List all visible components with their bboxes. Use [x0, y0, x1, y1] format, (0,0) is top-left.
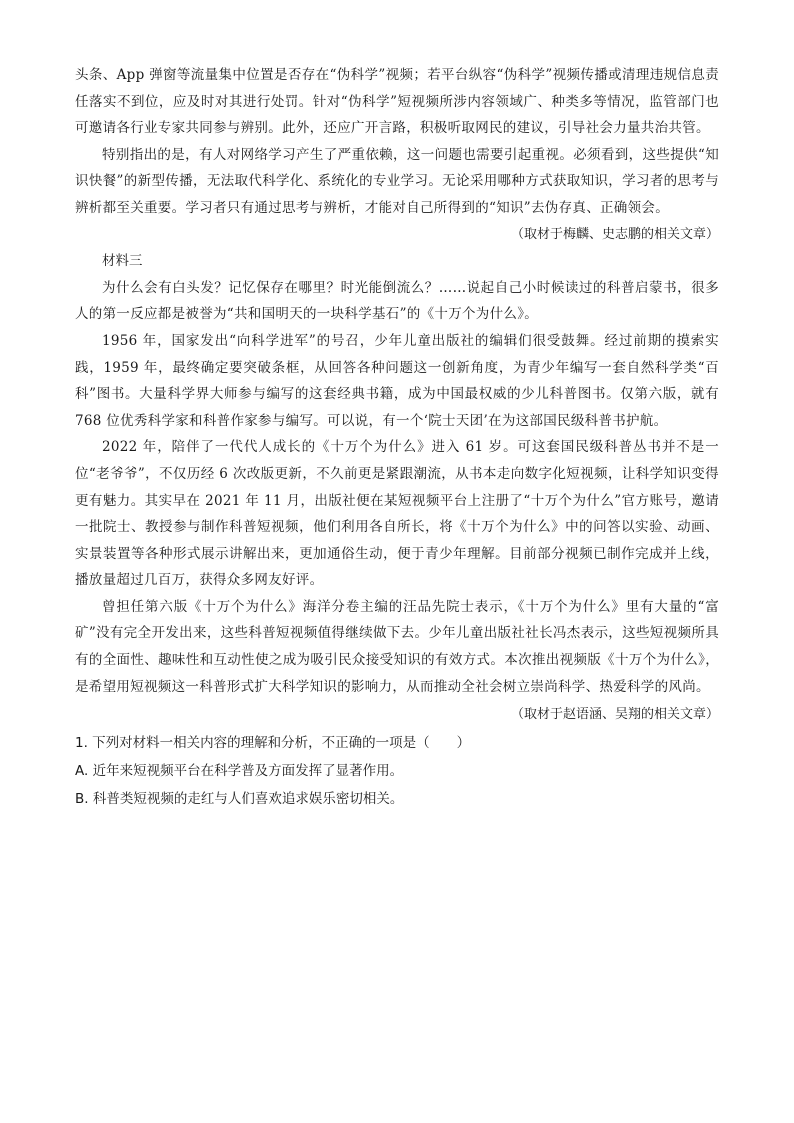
material3-paragraph-3: 2022 年，陪伴了一代代人成长的《十万个为什么》进入 61 岁。可这套国民级科普丛书并不是一位“老爷爷”，不仅历经 6 次改版更新，不久前更是紧跟潮流，从书本走向数字化短视频，让科学知识变得更有魅力。其实早在 2021 年 11 月，出版社便在某短视频平台上注册了“十万个为什么”官方账号，邀请一批院士、教授参与制作科普短视频，他们利用各自所长，将《十万个为什么》中的问答以实验、动画、实景装置等各种形式展示讲解出来，更加通俗生动，便于青少年理解。目前部分视频已制作完成并上线，播放量超过几百万，获得众多网友好评。: [75, 439, 719, 589]
material3-heading: 材料三: [102, 253, 143, 270]
material2-paragraph-continued: 头条、App 弹窗等流量集中位置是否存在“伪科学”视频；若平台纵容“伪科学”视频传播或清理违规信息责任落实不到位，应及时对其进行处罚。针对“伪科学”短视频所涉内容领域广、种类多等情况，监管部门也可邀请各行业专家共同参与辨别。此外，还应广开言路，积极听取网民的建议，引导社会力量共治共管。: [75, 67, 719, 137]
material2-source: （取材于梅麟、史志鹏的相关文章）: [510, 226, 719, 242]
question-1-option-b: B. 科普类短视频的走红与人们喜欢追求娱乐密切相关。: [75, 790, 404, 807]
material3-paragraph-2: 1956 年，国家发出“向科学进军”的号召，少年儿童出版社的编辑们很受鼓舞。经过前期的摸索实践，1959 年，最终确定要突破条框，从回答各种问题这一创新角度，为青少年编写一套自然科学类“百科”图书。大量科学界大师参与编写的这套经典书籍，成为中国最权威的少儿科普图书。仅第六版，就有 768 位优秀科学家和科普作家参与编写。可以说，有一个‘院士天团’在为这部国民级科普书护航。: [75, 332, 719, 429]
material3-paragraph-4: 曾担任第六版《十万个为什么》海洋分卷主编的汪品先院士表示，《十万个为什么》里有大量的“富矿”没有完全开发出来，这些科普短视频值得继续做下去。少年儿童出版社社长冯杰表示，这些短视频所具有的全面性、趣味性和互动性使之成为吸引民众接受知识的有效方式。本次推出视频版《十万个为什么》，是希望用短视频这一科普形式扩大科学知识的影响力，从而推动全社会树立崇尚科学、热爱科学的风尚。: [75, 598, 719, 695]
question-1-option-a: A. 近年来短视频平台在科学普及方面发挥了显著作用。: [75, 762, 404, 779]
material3-source: （取材于赵语涵、吴翔的相关文章）: [510, 707, 719, 723]
document-page: [75, 62, 719, 813]
question-1-stem: 1. 下列对材料一相关内容的理解和分析，不正确的一项是（ ）: [75, 734, 471, 751]
material3-paragraph-1: 为什么会有白头发？记忆保存在哪里？时光能倒流么？……说起自己小时候读过的科普启蒙书，很多人的第一反应都是被誉为“共和国明天的一块科学基石”的《十万个为什么》。: [75, 279, 719, 323]
material2-paragraph-2: 特别指出的是，有人对网络学习产生了严重依赖，这一问题也需要引起重视。必须看到，这些提供“知识快餐”的新型传播，无法取代科学化、系统化的专业学习。无论采用哪种方式获取知识，学习者的思考与辨析都至关重要。学习者只有通过思考与辨析，才能对自己所得到的“知识”去伪存真、正确领会。: [75, 146, 719, 216]
